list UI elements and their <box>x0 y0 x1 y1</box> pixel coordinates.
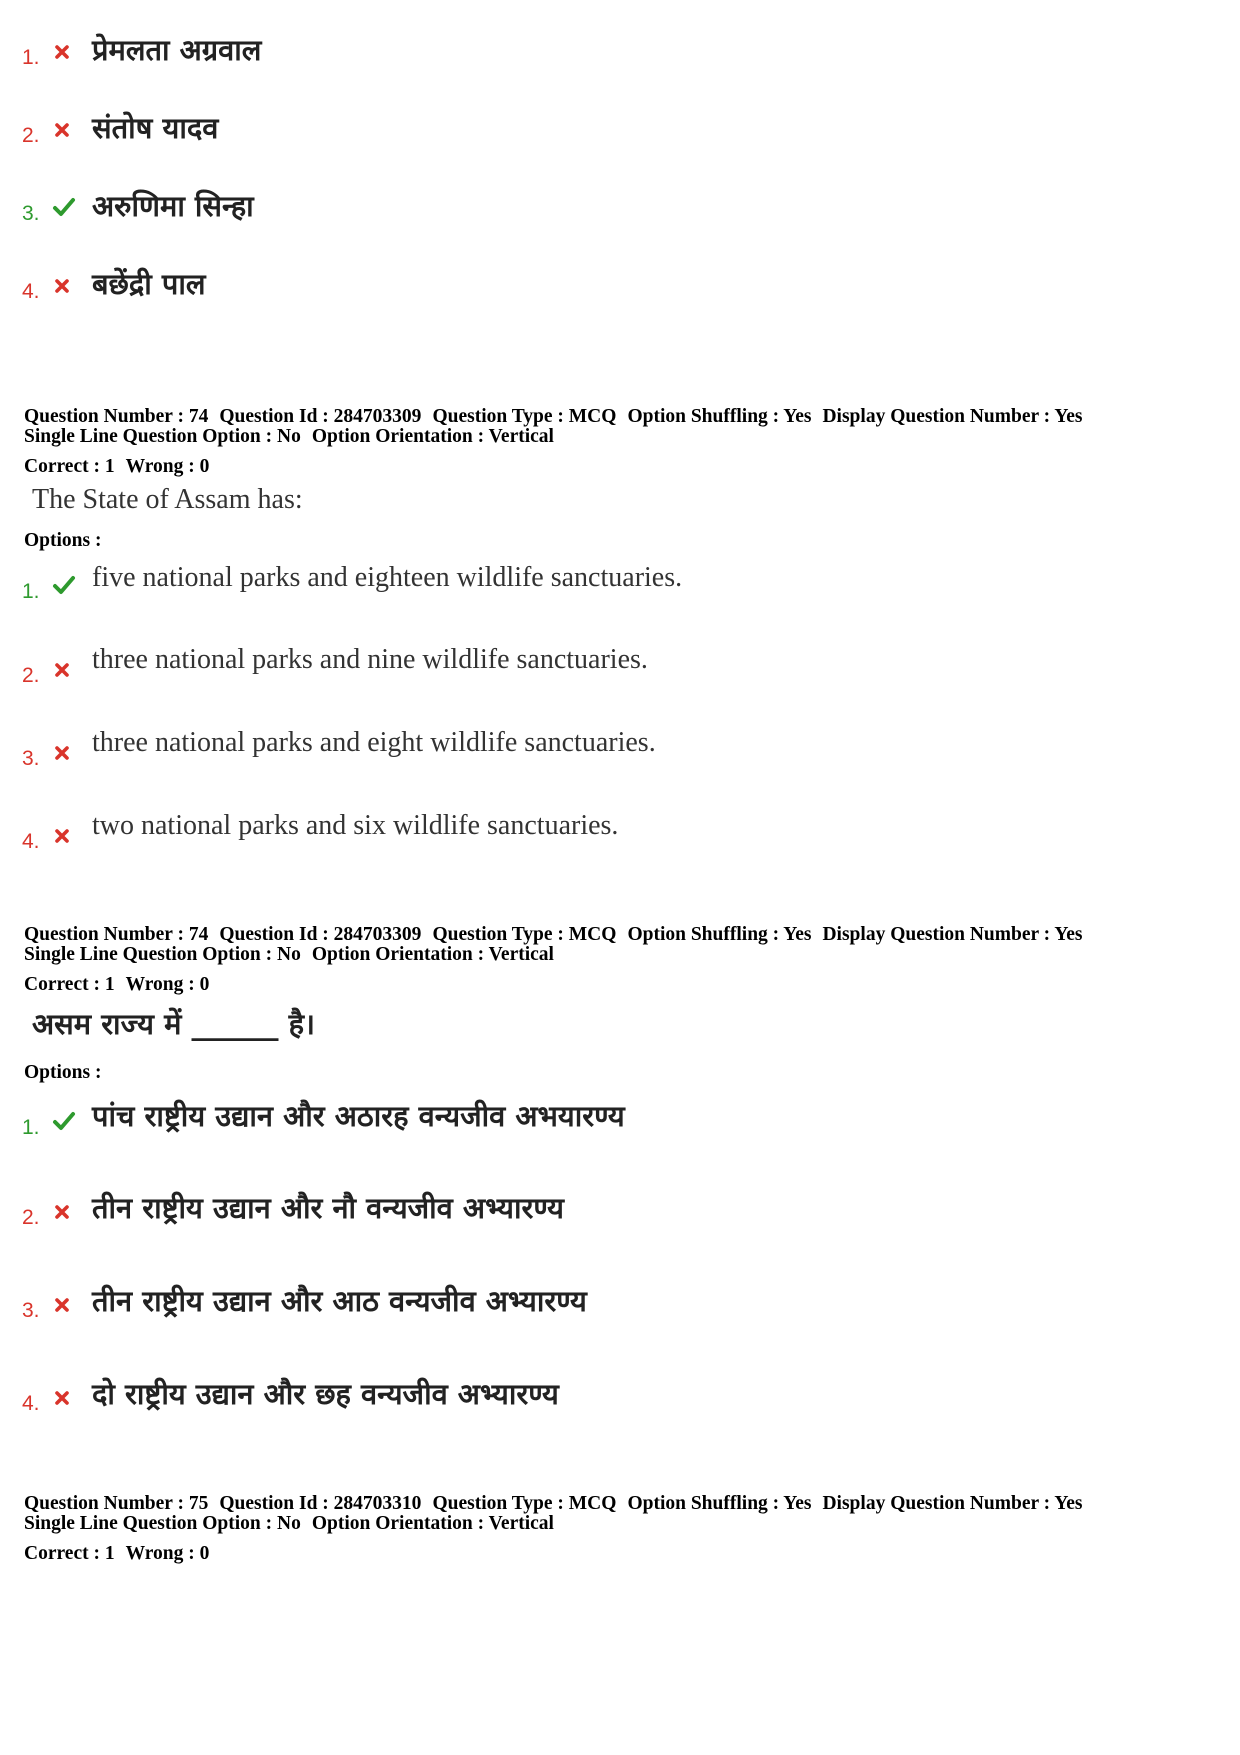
cross-icon <box>52 743 72 763</box>
option-orientation: Option Orientation : Vertical <box>311 944 554 965</box>
cross-icon <box>52 1202 72 1222</box>
meta-line-2 <box>24 427 1220 447</box>
option-number: 4. <box>22 280 40 303</box>
option-number: 3. <box>22 1299 40 1322</box>
cross-icon <box>52 276 72 296</box>
question-number: Question Number : 75 <box>24 1493 209 1514</box>
cross-icon <box>52 826 72 846</box>
score-line <box>24 1543 1220 1565</box>
option-orientation: Option Orientation : Vertical <box>311 1513 554 1534</box>
single-line-option: Single Line Question Option : No <box>24 1513 301 1534</box>
option-text: पांच राष्ट्रीय उद्यान और अठारह वन्यजीव अभयारण्य <box>92 1099 625 1133</box>
cross-icon <box>52 120 72 140</box>
correct-marks: Correct : 1 <box>24 456 115 477</box>
score-line <box>24 974 1220 996</box>
option-number: 4. <box>22 830 40 853</box>
cross-icon <box>52 1388 72 1408</box>
option-number: 2. <box>22 124 40 147</box>
option-text: प्रेमलता अग्रवाल <box>92 33 262 67</box>
option-text: three national parks and eight wildlife sanctuaries. <box>92 727 656 758</box>
option-number: 1. <box>22 46 40 69</box>
correct-marks: Correct : 1 <box>24 1543 115 1564</box>
wrong-marks: Wrong : 0 <box>125 1543 210 1564</box>
question-type: Question Type : MCQ <box>432 1493 617 1514</box>
option-text: तीन राष्ट्रीय उद्यान और नौ वन्यजीव अभ्यारण्य <box>92 1191 564 1225</box>
question-id: Question Id : 284703310 <box>219 1493 422 1514</box>
meta-line-1 <box>24 1494 1220 1514</box>
option-text: संतोष यादव <box>92 111 219 145</box>
meta-line-2 <box>24 1514 1220 1534</box>
question-number: Question Number : 74 <box>24 924 209 945</box>
option-orientation: Option Orientation : Vertical <box>311 426 554 447</box>
meta-line-1 <box>24 407 1220 427</box>
single-line-option: Single Line Question Option : No <box>24 944 301 965</box>
score-line <box>24 456 1220 478</box>
display-question-number: Display Question Number : Yes <box>822 924 1083 945</box>
cross-icon <box>52 660 72 680</box>
meta-line-2 <box>24 945 1220 965</box>
option-number: 2. <box>22 1206 40 1229</box>
check-icon <box>52 196 76 218</box>
option-number: 4. <box>22 1392 40 1415</box>
question-stem: The State of Assam has: <box>32 484 303 515</box>
option-shuffling: Option Shuffling : Yes <box>627 406 812 427</box>
question-meta <box>24 407 1220 447</box>
question-meta <box>24 925 1220 965</box>
option-text: five national parks and eighteen wildlife sanctuaries. <box>92 562 683 593</box>
option-text: दो राष्ट्रीय उद्यान और छह वन्यजीव अभ्यारण्य <box>92 1377 559 1411</box>
option-text: बछेंद्री पाल <box>92 267 206 301</box>
question-stem: असम राज्य में ______ है। <box>32 1007 315 1041</box>
question-meta <box>24 1494 1220 1534</box>
cross-icon <box>52 42 72 62</box>
meta-line-1 <box>24 925 1220 945</box>
option-number: 1. <box>22 1116 40 1139</box>
wrong-marks: Wrong : 0 <box>125 974 210 995</box>
option-text: two national parks and six wildlife sanctuaries. <box>92 810 619 841</box>
option-text: अरुणिमा सिन्हा <box>92 189 254 223</box>
display-question-number: Display Question Number : Yes <box>822 1493 1083 1514</box>
option-number: 2. <box>22 664 40 687</box>
options-label: Options : <box>24 1062 102 1083</box>
option-text: तीन राष्ट्रीय उद्यान और आठ वन्यजीव अभ्यारण्य <box>92 1284 587 1318</box>
question-type: Question Type : MCQ <box>432 406 617 427</box>
cross-icon <box>52 1295 72 1315</box>
option-shuffling: Option Shuffling : Yes <box>627 924 812 945</box>
option-number: 3. <box>22 202 40 225</box>
question-id: Question Id : 284703309 <box>219 406 422 427</box>
option-number: 1. <box>22 580 40 603</box>
question-id: Question Id : 284703309 <box>219 924 422 945</box>
options-label: Options : <box>24 530 102 551</box>
correct-marks: Correct : 1 <box>24 974 115 995</box>
display-question-number: Display Question Number : Yes <box>822 406 1083 427</box>
option-text: three national parks and nine wildlife sanctuaries. <box>92 644 648 675</box>
option-number: 3. <box>22 747 40 770</box>
wrong-marks: Wrong : 0 <box>125 456 210 477</box>
option-shuffling: Option Shuffling : Yes <box>627 1493 812 1514</box>
question-number: Question Number : 74 <box>24 406 209 427</box>
question-type: Question Type : MCQ <box>432 924 617 945</box>
check-icon <box>52 1110 76 1132</box>
single-line-option: Single Line Question Option : No <box>24 426 301 447</box>
check-icon <box>52 574 76 596</box>
